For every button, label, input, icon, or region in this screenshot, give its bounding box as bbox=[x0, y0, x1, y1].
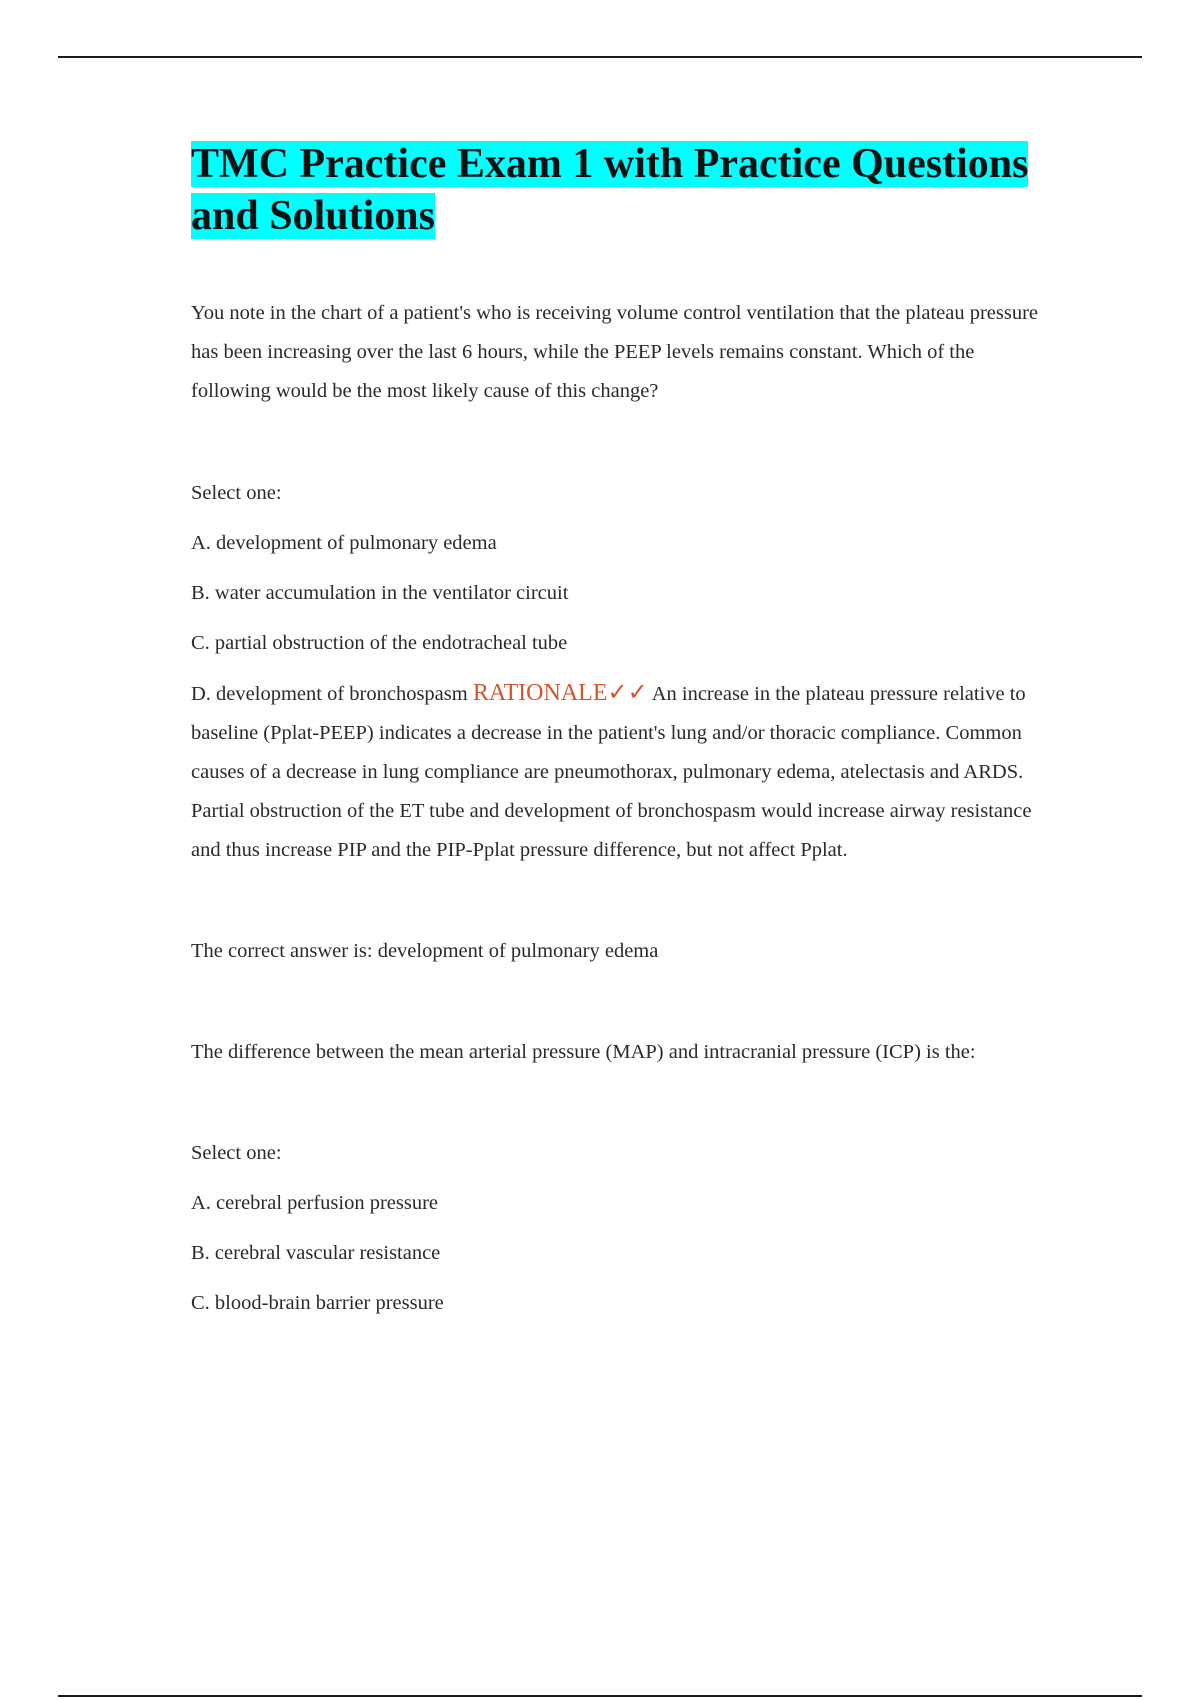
question-2-option-a: A. cerebral perfusion pressure bbox=[191, 1192, 439, 1214]
question-1-option-c: C. partial obstruction of the endotracheal tube bbox=[191, 632, 568, 654]
rationale-tag: RATIONALE✓✓ bbox=[472, 680, 648, 706]
question-2-option-b: B. cerebral vascular resistance bbox=[191, 1242, 441, 1264]
question-1-prompt: You note in the chart of a patient's who is receiving volume control ventilation that the plateau pressure has been increasing over the last 6 hours, while the PEEP levels remains constant. Which of the following would be the most likely cause of this change? bbox=[191, 302, 1039, 402]
question-1-option-d: D. development of bronchospasm bbox=[191, 683, 468, 705]
question-2-prompt: The difference between the mean arterial pressure (MAP) and intracranial pressure (ICP) is the: bbox=[191, 1041, 976, 1063]
rationale-text: An increase in the plateau pressure relative to baseline (Pplat-PEEP) indicates a decrease in the patient's lung and/or thoracic compliance. Common causes of a decrease in lung compliance are pneumothorax, pulmonary edema, atelectasis and ARDS. Partial obstruction of the ET tube and development of bronchospasm would increase airway resistance and thus increase PIP and the PIP-Pplat pressure difference, but not affect Pplat. bbox=[191, 683, 1032, 861]
top-rule bbox=[58, 56, 1142, 58]
question-1-option-a: A. development of pulmonary edema bbox=[191, 532, 497, 554]
question-2-option-c: C. blood-brain barrier pressure bbox=[191, 1292, 444, 1314]
question-1-option-d-with-rationale bbox=[191, 674, 1051, 870]
document-body bbox=[191, 138, 1051, 1323]
bottom-rule bbox=[58, 1695, 1142, 1697]
question-1-select-label: Select one: bbox=[191, 482, 282, 504]
title-highlight: TMC Practice Exam 1 with Practice Questions and Solutions bbox=[191, 141, 1029, 239]
question-1-option-b: B. water accumulation in the ventilator circuit bbox=[191, 582, 569, 604]
question-2-select-label: Select one: bbox=[191, 1142, 282, 1164]
question-1-correct-answer: The correct answer is: development of pulmonary edema bbox=[191, 940, 659, 962]
document-title bbox=[191, 138, 1051, 242]
